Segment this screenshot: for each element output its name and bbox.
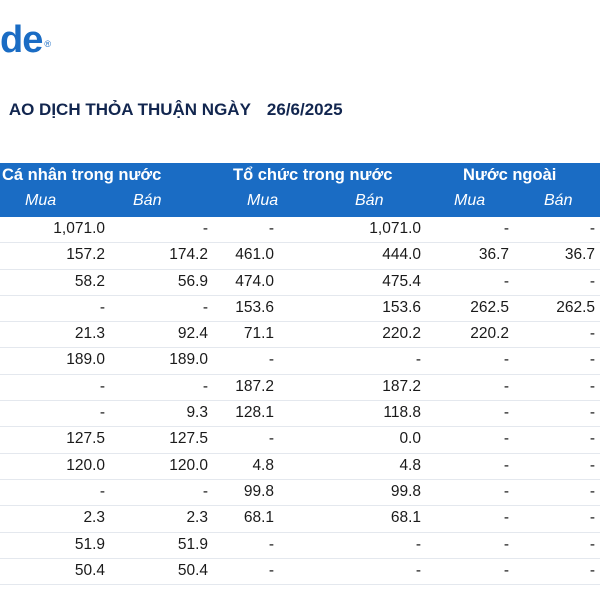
cell-foreign-buy: - [503, 456, 509, 474]
cell-individual-sell: 2.3 [186, 509, 208, 527]
cell-foreign-buy: - [503, 404, 509, 422]
cell-institution-sell: - [415, 561, 421, 579]
cell-individual-buy: 2.3 [83, 509, 105, 527]
cell-foreign-sell: - [589, 535, 595, 553]
table-row [0, 217, 600, 243]
cell-institution-sell: - [415, 535, 421, 553]
table-row [0, 348, 600, 374]
cell-individual-buy: 58.2 [74, 272, 105, 290]
cell-foreign-sell: - [589, 561, 595, 579]
report-title [0, 80, 343, 120]
cell-individual-sell: 127.5 [169, 430, 208, 448]
table-row [0, 401, 600, 427]
table-row [0, 427, 600, 453]
header-group-domestic-institution: Tổ chức trong nước [233, 166, 393, 184]
cell-institution-buy: - [268, 535, 274, 553]
brand-logo [0, 18, 49, 62]
table-row [0, 375, 600, 401]
cell-foreign-buy: - [503, 430, 509, 448]
cell-foreign-sell: - [589, 430, 595, 448]
cell-institution-buy: - [268, 351, 274, 369]
cell-individual-buy: 21.3 [74, 325, 105, 343]
cell-individual-buy: 189.0 [66, 351, 105, 369]
cell-institution-buy: 99.8 [243, 482, 274, 500]
cell-foreign-sell: 36.7 [564, 246, 595, 264]
cell-institution-sell: 444.0 [382, 246, 421, 264]
cell-individual-buy: 127.5 [66, 430, 105, 448]
title-text: AO DỊCH THỎA THUẬN NGÀY [8, 100, 251, 119]
cell-individual-buy: 157.2 [66, 246, 105, 264]
cell-individual-buy: - [99, 404, 105, 422]
cell-individual-sell: 174.2 [169, 246, 208, 264]
cell-institution-buy: 461.0 [235, 246, 274, 264]
cell-foreign-buy: 262.5 [470, 298, 509, 316]
cell-individual-sell: - [202, 220, 208, 237]
cell-institution-sell: 1,071.0 [369, 220, 421, 237]
header-sub-sell: Bán [133, 192, 162, 209]
cell-institution-sell: 153.6 [382, 298, 421, 316]
table-row [0, 243, 600, 269]
cell-institution-buy: 68.1 [243, 509, 274, 527]
header-group-domestic-individual: Cá nhân trong nước [2, 166, 162, 184]
cell-foreign-buy: - [503, 272, 509, 290]
cell-individual-buy: 51.9 [74, 535, 105, 553]
table-row [0, 270, 600, 296]
cell-foreign-buy: - [503, 509, 509, 527]
cell-institution-sell: 99.8 [390, 482, 421, 500]
cell-institution-buy: - [268, 220, 274, 237]
cell-individual-sell: 50.4 [177, 561, 208, 579]
cell-institution-sell: - [415, 351, 421, 369]
cell-individual-sell: 189.0 [169, 351, 208, 369]
header-sub-buy: Mua [454, 192, 486, 209]
cell-individual-buy: - [99, 482, 105, 500]
cell-foreign-buy: 36.7 [478, 246, 509, 264]
cell-institution-buy: 153.6 [235, 298, 274, 316]
table-row [0, 322, 600, 348]
cell-foreign-sell: - [589, 404, 595, 422]
table-row [0, 454, 600, 480]
cell-foreign-sell: - [589, 351, 595, 369]
cell-institution-buy: 187.2 [235, 377, 274, 395]
cell-institution-sell: 68.1 [390, 509, 421, 527]
cell-foreign-buy: - [503, 351, 509, 369]
header-sub-buy: Mua [247, 192, 279, 209]
cell-foreign-buy: - [503, 377, 509, 395]
cell-individual-sell: 92.4 [177, 325, 208, 343]
cell-foreign-buy: - [503, 220, 509, 237]
cell-foreign-sell: - [589, 272, 595, 290]
cell-individual-sell: 51.9 [177, 535, 208, 553]
table-row [0, 533, 600, 559]
title-date: 26/6/2025 [266, 100, 343, 119]
cell-individual-buy: 1,071.0 [53, 220, 105, 237]
cell-foreign-sell: - [589, 377, 595, 395]
cell-foreign-sell: - [589, 509, 595, 527]
cell-institution-sell: 220.2 [382, 325, 421, 343]
header-sub-sell: Bán [355, 192, 384, 209]
cell-foreign-buy: - [503, 535, 509, 553]
cell-institution-sell: 0.0 [399, 430, 421, 448]
cell-foreign-sell: - [589, 325, 595, 343]
table-row [0, 480, 600, 506]
cell-foreign-buy: - [503, 482, 509, 500]
header-group-foreign: Nước ngoài [463, 166, 557, 184]
cell-individual-sell: 56.9 [177, 272, 208, 290]
registered-mark: ® [44, 39, 51, 49]
cell-individual-sell: - [202, 298, 208, 316]
cell-institution-buy: - [268, 430, 274, 448]
cell-individual-buy: - [99, 377, 105, 395]
cell-individual-buy: 120.0 [66, 456, 105, 474]
cell-individual-sell: 9.3 [186, 404, 208, 422]
cell-individual-buy: - [99, 298, 105, 316]
cell-foreign-buy: - [503, 561, 509, 579]
cell-individual-sell: - [202, 377, 208, 395]
cell-foreign-sell: 262.5 [556, 298, 595, 316]
cell-individual-sell: - [202, 482, 208, 500]
cell-institution-buy: 128.1 [235, 404, 274, 422]
logo-text: de [0, 19, 43, 61]
cell-institution-sell: 4.8 [399, 456, 421, 474]
cell-institution-buy: 474.0 [235, 272, 274, 290]
cell-institution-sell: 475.4 [382, 272, 421, 290]
table-body [0, 217, 600, 585]
cell-foreign-sell: - [589, 220, 595, 237]
cell-institution-buy: - [268, 561, 274, 579]
cell-institution-buy: 4.8 [252, 456, 274, 474]
header-sub-sell: Bán [544, 192, 573, 209]
header-sub-buy: Mua [25, 192, 57, 209]
cell-institution-sell: 187.2 [382, 377, 421, 395]
table-row [0, 506, 600, 532]
cell-individual-sell: 120.0 [169, 456, 208, 474]
cell-foreign-sell: - [589, 456, 595, 474]
table-row [0, 296, 600, 322]
cell-foreign-buy: 220.2 [470, 325, 509, 343]
cell-foreign-sell: - [589, 482, 595, 500]
table-header [0, 163, 600, 217]
table-row [0, 559, 600, 585]
cell-individual-buy: 50.4 [74, 561, 105, 579]
cell-institution-sell: 118.8 [383, 404, 421, 422]
cell-institution-buy: 71.1 [243, 325, 274, 343]
